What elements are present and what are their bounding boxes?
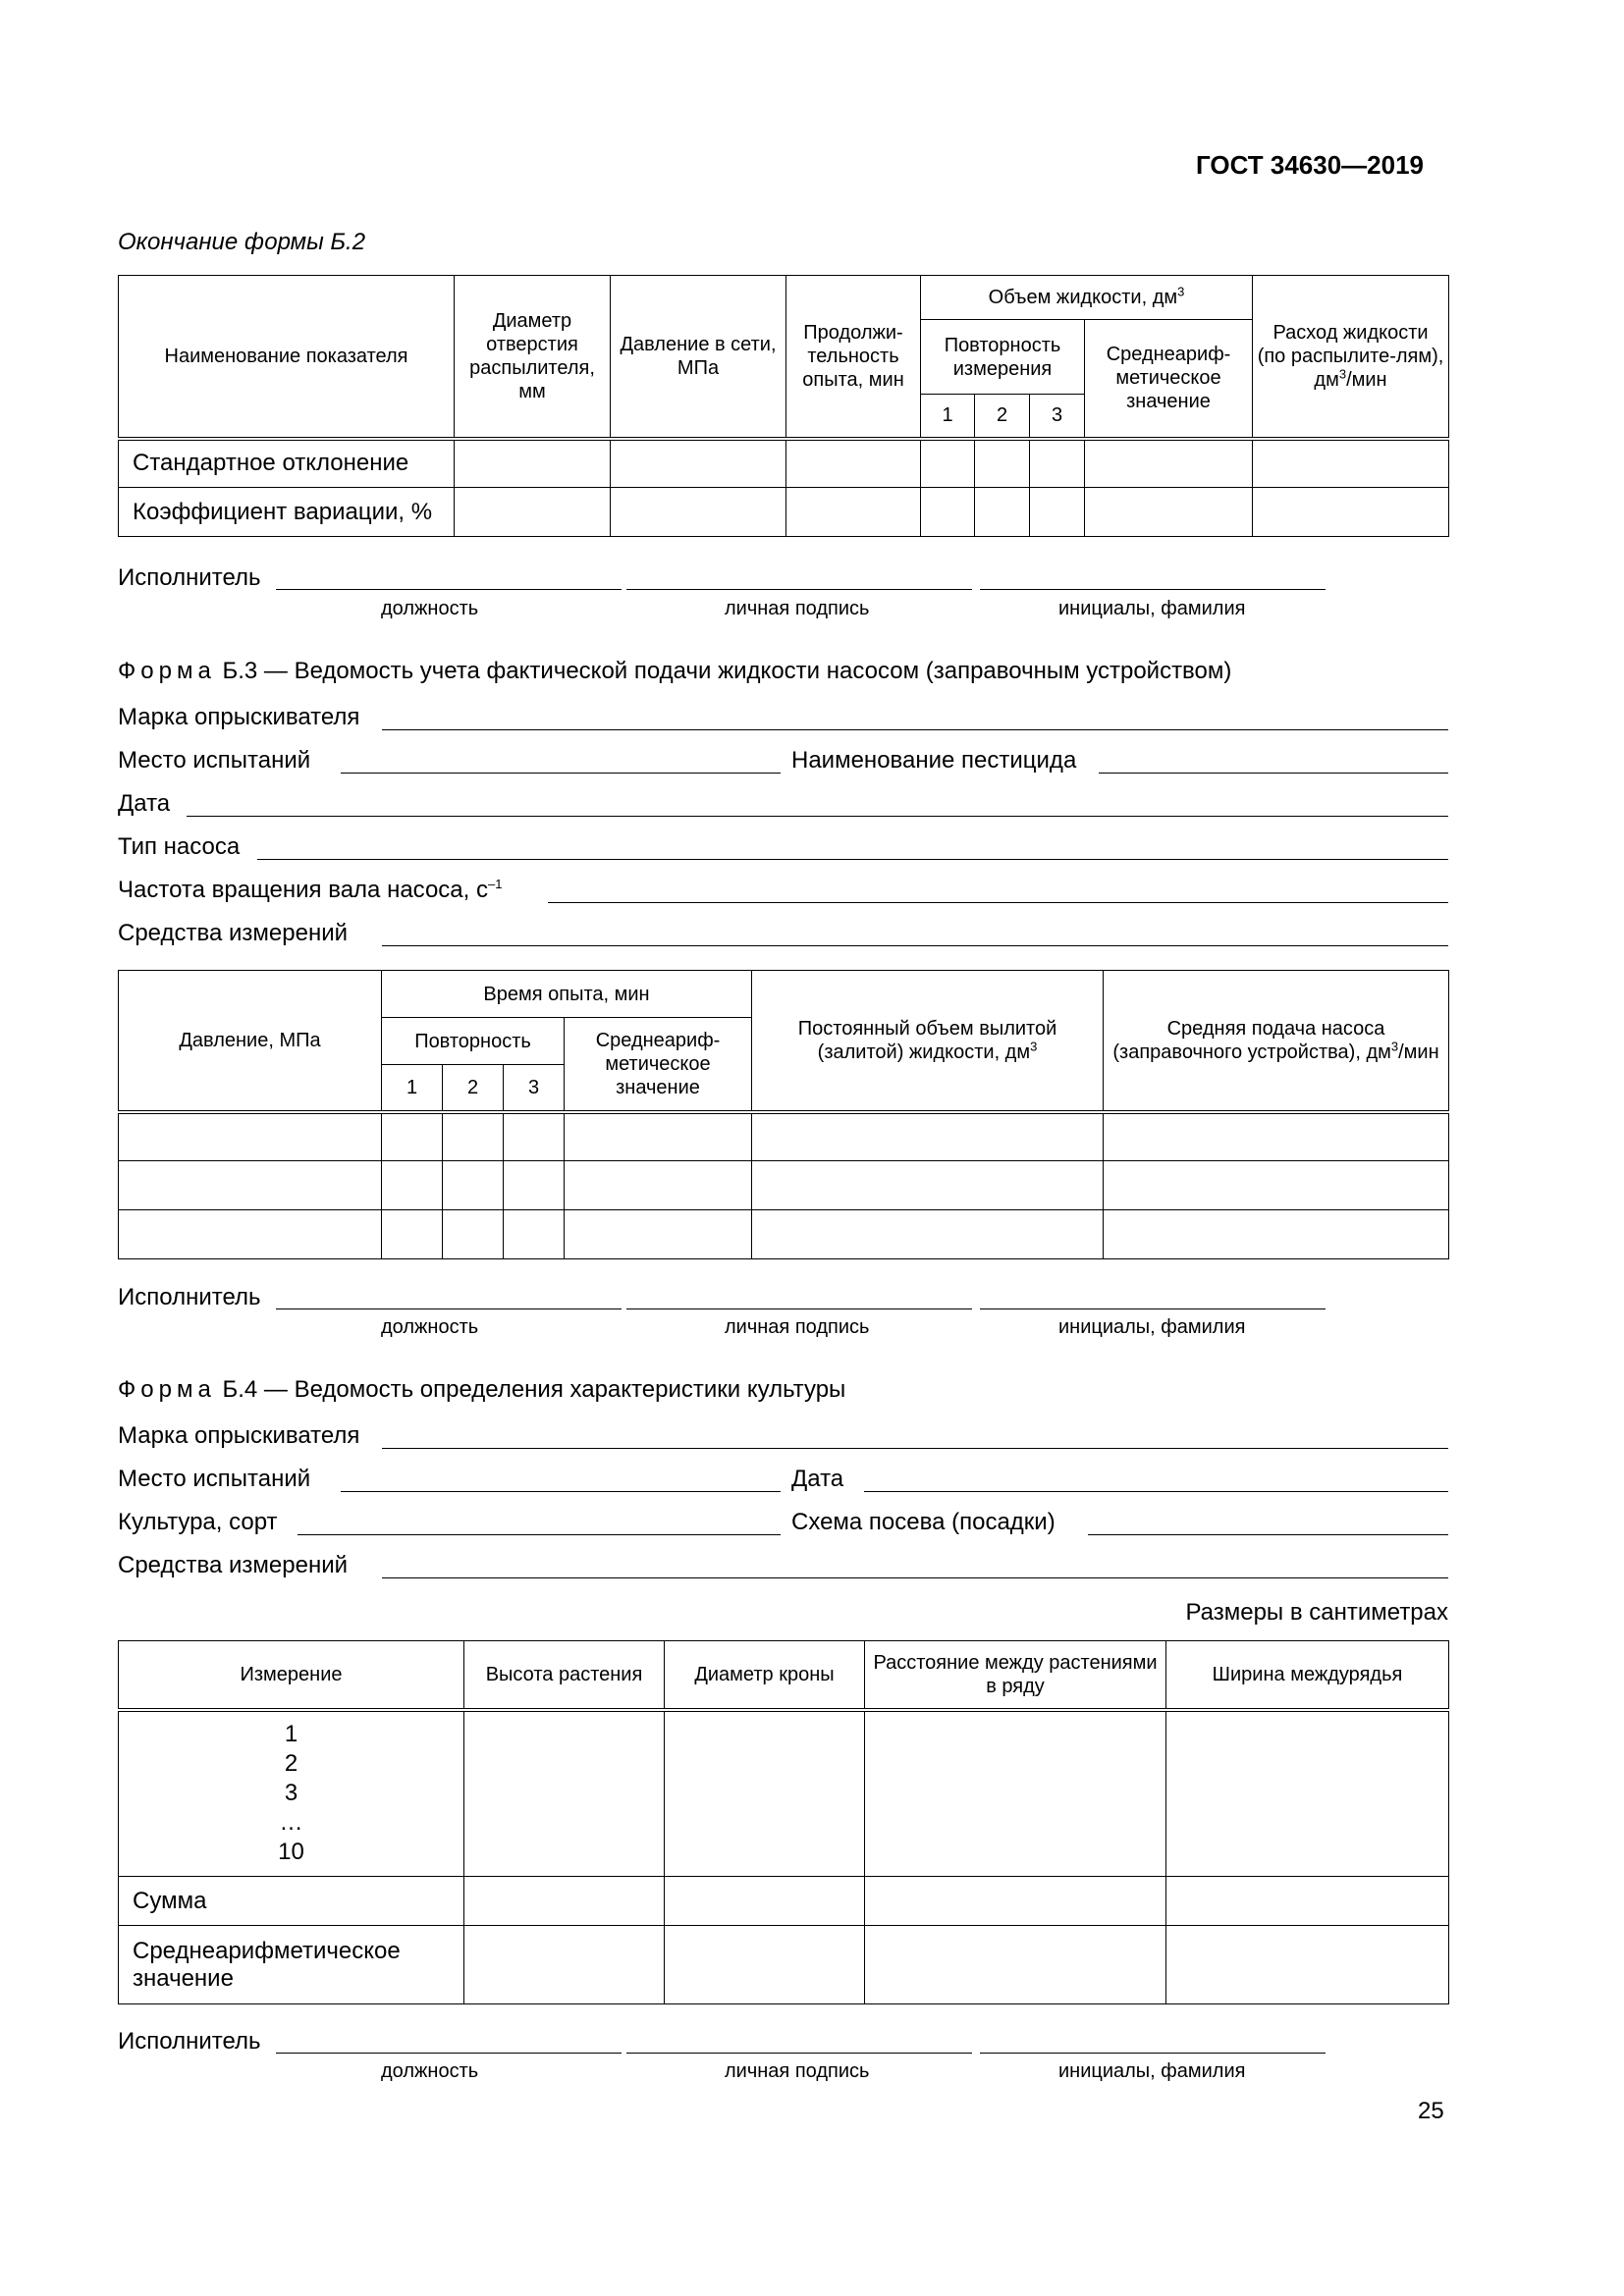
col-measurement-header: Измерение — [119, 1641, 464, 1710]
table-row — [119, 1877, 1449, 1926]
date-input[interactable] — [187, 816, 1448, 817]
measure-numbers: 1 2 3 … 10 — [119, 1710, 464, 1877]
pump-type-label: Тип насоса — [118, 833, 241, 860]
place-label: Место испытаний — [118, 747, 311, 774]
mean-label: Среднеарифметическое значение — [119, 1926, 464, 2004]
rotation-input[interactable] — [548, 902, 1448, 903]
col-mean-header: Среднеариф-метическое значение — [1085, 320, 1253, 439]
executor-label: Исполнитель — [118, 2028, 261, 2055]
pesticide-label: Наименование пестицида — [791, 747, 1077, 774]
name-caption: инициалы, фамилия — [1058, 2060, 1246, 2082]
form-b3-title: Форма Б.3 — Ведомость учета фактической подачи жидкости насосом (заправочным устройством) — [118, 658, 1232, 684]
brand-input[interactable] — [382, 729, 1448, 730]
rotation-label: Частота вращения вала насоса, $с^{-1}$ — [118, 877, 503, 903]
col-flow-header: Расход жидкости (по распылите-лям), $дм^3$/мин — [1253, 276, 1449, 439]
name-caption: инициалы, фамилия — [1058, 1316, 1246, 1338]
col-name-header: Наименование показателя — [119, 276, 455, 439]
col-volume-header: Постоянный объем вылитой (залитой) жидкости, $дм^3$ — [752, 971, 1104, 1112]
date-label: Дата — [118, 790, 171, 817]
executor-label: Исполнитель — [118, 1284, 261, 1310]
col-repeat-2: 2 — [443, 1065, 504, 1112]
col-distance-header: Расстояние между растениями в ряду — [865, 1641, 1166, 1710]
brand-label: Марка опрыскивателя — [118, 704, 360, 730]
instruments-label: Средства измерений — [118, 1552, 349, 1578]
table-row — [119, 1926, 1449, 2004]
signature-caption: личная подпись — [725, 598, 870, 619]
table-row — [119, 1710, 1449, 1877]
signature-caption: личная подпись — [725, 2060, 870, 2082]
col-supply-header: Средняя подача насоса (заправочного устройства), $дм^3$/мин — [1104, 971, 1449, 1112]
table-row — [119, 1112, 1449, 1161]
name-line[interactable] — [980, 589, 1326, 590]
col-repeat-3: 3 — [1030, 395, 1085, 439]
instruments-input[interactable] — [382, 1577, 1448, 1578]
instruments-label: Средства измерений — [118, 920, 349, 946]
place-input[interactable] — [341, 773, 781, 774]
table-row — [119, 488, 1449, 537]
table-row — [119, 1161, 1449, 1210]
form-b4-table — [118, 1640, 1449, 2004]
col-time-header: Время опыта, мин — [382, 971, 752, 1018]
units-note: Размеры в сантиметрах — [1185, 1599, 1448, 1626]
row-label: Коэффициент вариации, % — [119, 488, 455, 537]
col-duration-header: Продолжи-тельность опыта, мин — [786, 276, 921, 439]
col-height-header: Высота растения — [464, 1641, 665, 1710]
brand-input[interactable] — [382, 1448, 1448, 1449]
scheme-input[interactable] — [1088, 1534, 1448, 1535]
position-line[interactable] — [276, 589, 622, 590]
name-line[interactable] — [980, 1308, 1326, 1309]
crop-label: Культура, сорт — [118, 1509, 278, 1535]
sum-label: Сумма — [119, 1877, 464, 1926]
scheme-label: Схема посева (посадки) — [791, 1509, 1056, 1535]
signature-line[interactable] — [626, 1308, 972, 1309]
signature-caption: личная подпись — [725, 1316, 870, 1338]
crop-input[interactable] — [298, 1534, 781, 1535]
col-diameter-header: Диаметр отверстия распылителя, мм — [455, 276, 611, 439]
col-repeat-header: Повторность — [382, 1018, 565, 1065]
col-repeat-1: 1 — [382, 1065, 443, 1112]
position-caption: должность — [381, 1316, 479, 1338]
page-number: 25 — [1418, 2098, 1444, 2124]
document-id: ГОСТ 34630—2019 — [1196, 150, 1424, 180]
name-caption: инициалы, фамилия — [1058, 598, 1246, 619]
brand-label: Марка опрыскивателя — [118, 1422, 360, 1449]
position-caption: должность — [381, 598, 479, 619]
position-line[interactable] — [276, 2053, 622, 2054]
col-repeat-3: 3 — [504, 1065, 565, 1112]
col-repeat-2: 2 — [975, 395, 1030, 439]
col-crown-header: Диаметр кроны — [665, 1641, 865, 1710]
form-b2-table — [118, 275, 1449, 537]
col-mean-header: Среднеариф-метическое значение — [565, 1018, 752, 1112]
place-input[interactable] — [341, 1491, 781, 1492]
executor-label: Исполнитель — [118, 564, 261, 591]
signature-line[interactable] — [626, 2053, 972, 2054]
pump-type-input[interactable] — [257, 859, 1448, 860]
col-row-width-header: Ширина междурядья — [1166, 1641, 1449, 1710]
form-b4-title: Форма Б.4 — Ведомость определения характеристики культуры — [118, 1376, 846, 1403]
position-line[interactable] — [276, 1308, 622, 1309]
col-volume-header: Объем жидкости, $дм^3$ — [921, 276, 1253, 320]
col-pressure-header: Давление в сети, МПа — [611, 276, 786, 439]
instruments-input[interactable] — [382, 945, 1448, 946]
col-pressure-header: Давление, МПа — [119, 971, 382, 1112]
col-repeat-header: Повторность измерения — [921, 320, 1085, 395]
place-label: Место испытаний — [118, 1466, 311, 1492]
name-line[interactable] — [980, 2053, 1326, 2054]
date-input[interactable] — [864, 1491, 1448, 1492]
table-row — [119, 439, 1449, 488]
form-b2-caption: Окончание формы Б.2 — [118, 229, 366, 255]
signature-line[interactable] — [626, 589, 972, 590]
date-label: Дата — [791, 1466, 844, 1492]
table-row — [119, 1210, 1449, 1259]
position-caption: должность — [381, 2060, 479, 2082]
form-b3-table — [118, 970, 1449, 1259]
col-repeat-1: 1 — [921, 395, 975, 439]
row-label: Стандартное отклонение — [119, 439, 455, 488]
pesticide-input[interactable] — [1099, 773, 1448, 774]
